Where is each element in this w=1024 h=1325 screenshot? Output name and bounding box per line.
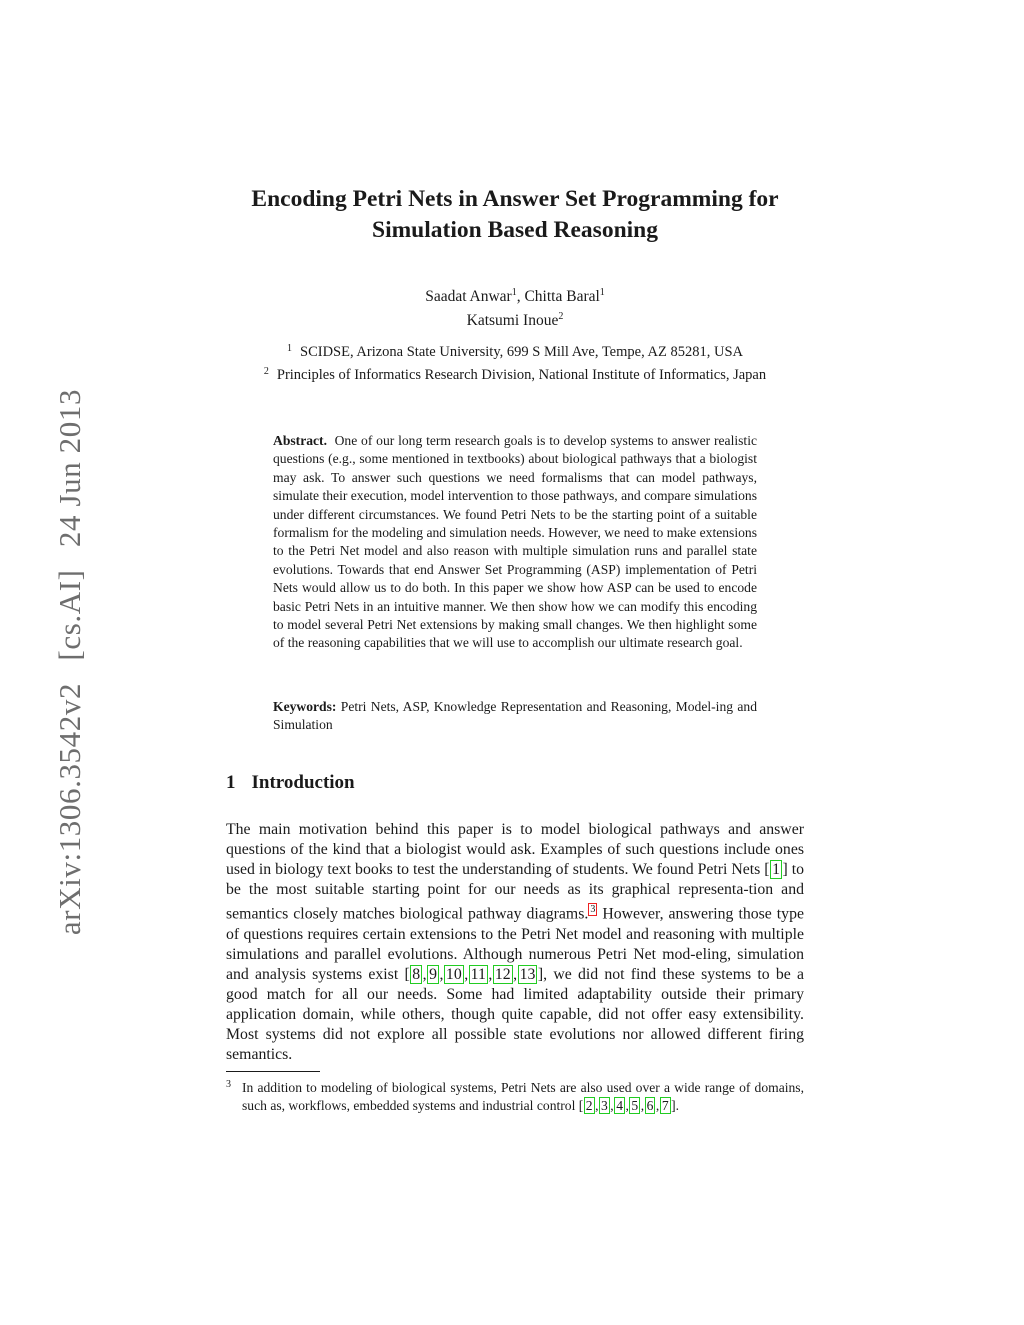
footnote-text: In addition to modeling of biological systems, Petri Nets are also used over a wide range of domains, such as, workflows, embedded systems and industrial control bbox=[242, 1080, 804, 1114]
affiliation-1 bbox=[180, 339, 850, 362]
section-heading-introduction bbox=[226, 772, 355, 794]
citation-link[interactable]: 6 bbox=[646, 1098, 654, 1114]
author-line-1: Saadat Anwar$^1$, Chitta Baral$^1$ bbox=[425, 287, 605, 306]
abstract-label: Abstract. bbox=[273, 433, 327, 448]
affil-number: 1 bbox=[287, 343, 293, 354]
keywords bbox=[273, 698, 757, 735]
arxiv-id: arXiv:1306.3542v2 bbox=[52, 682, 87, 936]
affil-text: Principles of Informatics Research Division, National Institute of Informatics, Japan bbox=[276, 367, 767, 383]
keywords-text: Petri Nets, ASP, Knowledge Representation and Reasoning, Model-ing and Simulation bbox=[273, 699, 757, 733]
footnote-ref-link[interactable]: 3 bbox=[590, 904, 596, 916]
arxiv-side-stamp bbox=[52, 375, 88, 935]
paper-title bbox=[180, 184, 850, 246]
footnote-mark: 3 bbox=[226, 1079, 231, 1090]
affiliations bbox=[180, 339, 850, 385]
footnote-divider bbox=[226, 1071, 320, 1072]
abstract-text: One of our long term research goals is to develop systems to answer realistic questions (e.g., some mentioned in textbooks) about biological pathways that a biologist may ask. To answer such questions we need formalisms that can model pathways, simulate their execution, model intervention to those pathways, and compare simulations under different circumstances. We found Petri Nets to be the starting point of a suitable formalism for the modeling and simulation needs. However, we need to make extensions to the Petri Net model and also reason with multiple simulation runs and parallel state evolutions. Towards that end Answer Set Programming (ASP) implementation of Petri Nets would allow us to do both. In this paper we show how ASP can be used to encode basic Petri Nets in an intuitive manner. We then show how we can modify this encoding to model several Petri Net extensions by making small changes. We then highlight some of the reasoning capabilities that we will use to accomplish our ultimate research goal. bbox=[273, 433, 757, 651]
citation-link[interactable]: 7 bbox=[661, 1098, 669, 1114]
author-line-2 bbox=[180, 307, 850, 331]
author-name: Chitta Baral bbox=[524, 288, 600, 306]
section-number: 1 bbox=[226, 772, 236, 793]
citation-link[interactable]: 1 bbox=[772, 861, 780, 879]
keywords-label: Keywords: bbox=[273, 699, 337, 714]
footnote-3: 3 In addition to modeling of biological systems, Petri Nets are also used over a wide range of domains, such as, workflows, embedded systems and industrial control [ 2 , 3 , 4 , 5 , 6 , 7 ]. bbox=[226, 1076, 804, 1116]
author-name: Katsumi Inoue bbox=[466, 312, 559, 330]
affil-mark: 2 bbox=[558, 311, 564, 323]
citation-link[interactable]: 4 bbox=[616, 1098, 623, 1114]
arxiv-date: 24 Jun 2013 bbox=[52, 388, 87, 548]
affiliation-2 bbox=[180, 362, 850, 385]
citation-link[interactable]: 10 bbox=[445, 965, 462, 983]
citation-link[interactable]: 13 bbox=[519, 965, 536, 983]
citation-link[interactable]: 9 bbox=[429, 965, 437, 983]
affil-mark: 1 bbox=[511, 287, 517, 298]
citation-link[interactable]: 11 bbox=[470, 965, 486, 983]
arxiv-category: [cs.AI] bbox=[52, 569, 87, 661]
section-title: Introduction bbox=[251, 772, 355, 793]
affil-mark: 1 bbox=[599, 287, 605, 298]
abstract bbox=[273, 432, 757, 653]
citation-link[interactable]: 5 bbox=[631, 1098, 639, 1114]
author-name: Saadat Anwar bbox=[425, 288, 512, 306]
affil-text: SCIDSE, Arizona State University, 699 S Mill Ave, Tempe, AZ 85281, USA bbox=[300, 344, 743, 360]
citation-link[interactable]: 2 bbox=[585, 1098, 593, 1114]
title-line-1: Encoding Petri Nets in Answer Set Programming for bbox=[251, 186, 779, 212]
affil-number: 2 bbox=[263, 366, 269, 377]
introduction-paragraph: The main motivation behind this paper is to model biological pathways and answer questions of the kind that a biologist would ask. Examples of such questions include ones used in biology text books to test the understanding of students. We found Petri Nets [ 1 ] to be the most suitable starting point for our needs as its graphical representa-tion and semantics closely matches biological pathway diagrams. $^3$ However, answering those type of questions requires certain extensions to the Petri Net model and reasoning with multiple simulations and parallel evolutions. Although numerous Petri Net mod-eling, simulation and analysis systems exist [ 8 , 9 , 10 , 11 , 12 , 13 ], we did not find these systems to be a good match for all our needs. Some had limited adaptability outside their primary application domain, while others, though quite capable, did not offer easy extensibility. Most systems did not explore all possible state evolutions nor allowed different firing semantics. bbox=[226, 821, 804, 1064]
citation-link[interactable]: 12 bbox=[494, 965, 511, 983]
author-block bbox=[180, 283, 850, 331]
citation-link[interactable]: 3 bbox=[601, 1098, 608, 1114]
title-line-2: Simulation Based Reasoning bbox=[372, 217, 658, 243]
citation-link[interactable]: 8 bbox=[412, 965, 421, 983]
